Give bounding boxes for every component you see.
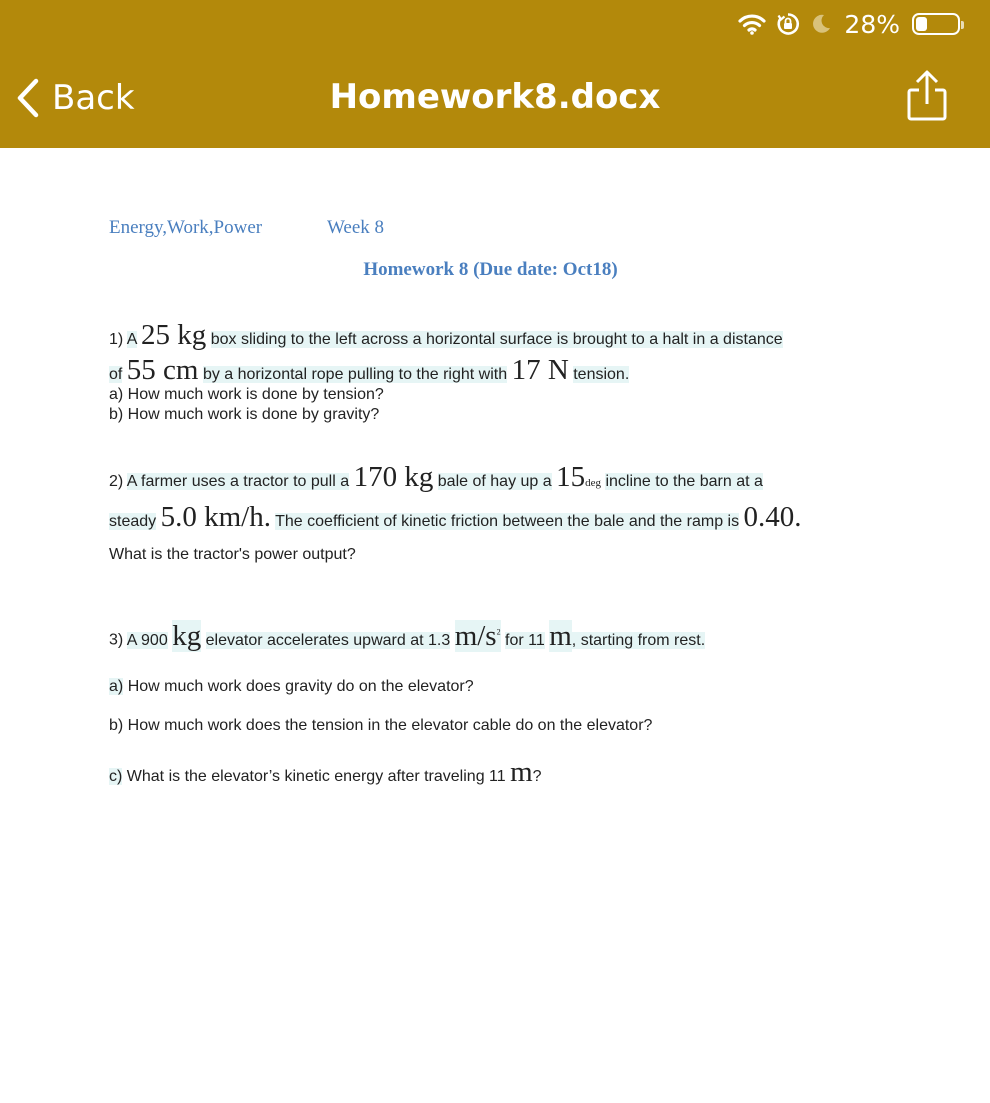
q1-distance: 55 cm bbox=[126, 354, 199, 386]
doc-header-week: Week 8 bbox=[327, 217, 385, 238]
q3-acceleration-unit-text: m/s bbox=[454, 619, 497, 652]
q1-part-a: a) How much work is done by tension? bbox=[109, 386, 384, 403]
q3-mass-unit: kg bbox=[172, 619, 202, 652]
q3-text: A 900 bbox=[126, 631, 168, 649]
q3-part-a-text: How much work does gravity do on the elevator? bbox=[127, 677, 474, 695]
q3-text: for 11 bbox=[505, 631, 545, 649]
q3-text: elevator accelerates upward at 1.3 bbox=[205, 631, 451, 649]
q3-acceleration-unit bbox=[455, 620, 501, 652]
q3-part-c-label: c) bbox=[109, 767, 123, 785]
q2-coefficient: 0.40. bbox=[743, 501, 802, 533]
q1-part-b: b) How much work is done by gravity? bbox=[109, 406, 380, 423]
q3-part-a bbox=[109, 677, 849, 697]
q2-speed: 5.0 km/h. bbox=[160, 501, 271, 533]
q1-text: by a horizontal rope pulling to the right with bbox=[202, 366, 508, 383]
q2-text: incline to the barn at a bbox=[605, 473, 763, 490]
q1-text: A bbox=[126, 331, 137, 348]
q3-part-a-label: a) bbox=[109, 677, 124, 695]
q3-part-c bbox=[109, 756, 849, 793]
wifi-icon bbox=[738, 13, 766, 35]
battery-percentage: 28% bbox=[844, 9, 900, 39]
q1-mass: 25 kg bbox=[141, 319, 207, 351]
q3-text: , starting from rest. bbox=[571, 631, 706, 649]
doc-header-topic: Energy,Work,Power bbox=[109, 217, 263, 238]
back-label: Back bbox=[52, 78, 135, 118]
q3-part-c-unit: m bbox=[510, 755, 533, 788]
q2-angle-unit: deg bbox=[585, 477, 601, 489]
q3-part-c-text: What is the elevator’s kinetic energy after traveling 11 bbox=[126, 767, 506, 785]
document-title: Homework8.docx bbox=[329, 77, 661, 117]
status-bar bbox=[738, 8, 960, 40]
doc-heading: Homework 8 (Due date: Oct18) bbox=[363, 259, 618, 280]
question-3 bbox=[109, 614, 849, 793]
q1-text: of bbox=[109, 366, 123, 383]
question-1 bbox=[109, 318, 849, 424]
moon-icon bbox=[810, 13, 832, 35]
q2-angle: 15 bbox=[556, 461, 586, 493]
q2-mass: 170 kg bbox=[353, 461, 434, 493]
q1-text: box sliding to the left across a horizontal surface is brought to a halt in a distance bbox=[210, 331, 783, 348]
q3-line-1 bbox=[109, 614, 849, 659]
q3-number: 3) bbox=[109, 631, 124, 649]
q2-text: steady bbox=[109, 513, 157, 530]
share-button[interactable] bbox=[905, 70, 949, 127]
q1-tension: 17 N bbox=[511, 354, 569, 386]
top-bar bbox=[0, 0, 990, 148]
q2-line-2 bbox=[109, 500, 849, 539]
question-2 bbox=[109, 460, 849, 565]
q3-distance-unit: m bbox=[549, 619, 572, 652]
q1-number: 1) bbox=[109, 331, 124, 348]
q3-acceleration-exponent: 2 bbox=[496, 627, 501, 636]
q2-line-1 bbox=[109, 460, 849, 500]
q2-number: 2) bbox=[109, 473, 124, 490]
q1-text: tension. bbox=[573, 366, 630, 383]
battery-icon bbox=[912, 13, 960, 35]
q1-line-1 bbox=[109, 318, 849, 357]
q2-question: What is the tractor's power output? bbox=[109, 546, 356, 563]
q2-text: bale of hay up a bbox=[437, 473, 552, 490]
battery-fill bbox=[916, 17, 927, 31]
rotation-lock-icon bbox=[776, 12, 800, 36]
q2-text: A farmer uses a tractor to pull a bbox=[126, 473, 350, 490]
q2-text: The coefficient of kinetic friction between the bale and the ramp is bbox=[275, 513, 740, 530]
q3-part-c-end: ? bbox=[532, 767, 542, 785]
q3-part-b: b) How much work does the tension in the elevator cable do on the elevator? bbox=[109, 716, 653, 734]
share-icon bbox=[905, 70, 949, 122]
